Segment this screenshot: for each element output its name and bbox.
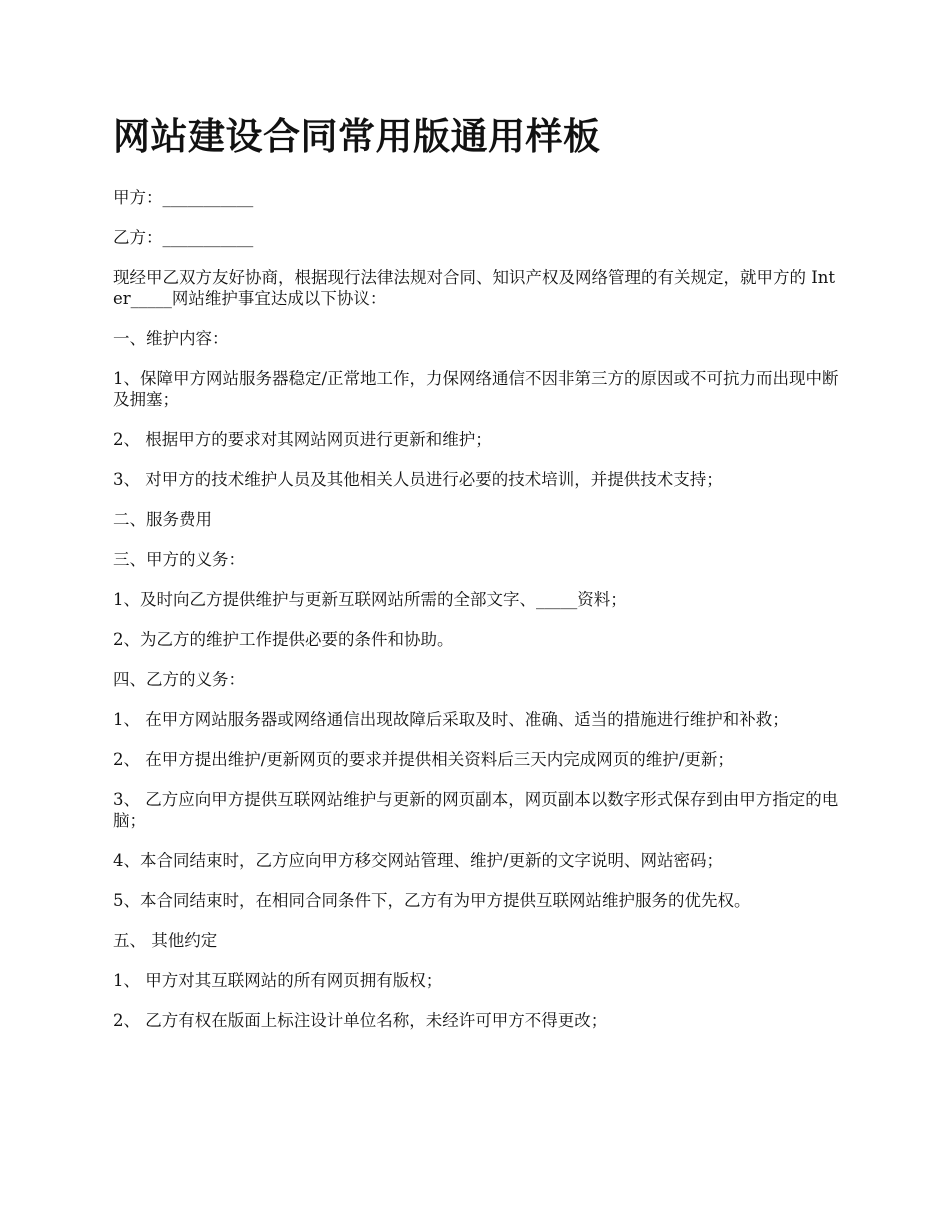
section-heading-maintenance: 一、维护内容： xyxy=(113,329,229,348)
clause-paragraph: 1、保障甲方网站服务器稳定/正常地工作，力保网络通信不因非第三方的原因或不可抗力而出现中断及拥塞； xyxy=(113,369,839,409)
clause-paragraph: 2、 根据甲方的要求对其网站网页进行更新和维护； xyxy=(113,430,492,449)
clause-paragraph: 2、为乙方的维护工作提供必要的条件和协助。 xyxy=(113,630,454,649)
clause-paragraph: 3、 乙方应向甲方提供互联网站维护与更新的网页副本，网页副本以数字形式保存到由甲方指定的电脑； xyxy=(113,790,839,830)
clause-paragraph: 1、 甲方对其互联网站的所有网页拥有版权； xyxy=(113,971,443,990)
section-heading-other: 五、 其他约定 xyxy=(113,931,218,950)
section-heading-party-a-duties: 三、甲方的义务： xyxy=(113,550,245,569)
document-title: 网站建设合同常用版通用样板 xyxy=(113,114,601,158)
section-heading-fees: 二、服务费用 xyxy=(113,510,212,529)
party-a-line: 甲方：___________ xyxy=(113,188,254,207)
preamble-paragraph: 现经甲乙双方友好协商，根据现行法律法规对合同、知识产权及网络管理的有关规定，就甲方的 Inter_____网站维护事宜达成以下协议： xyxy=(113,268,836,308)
clause-paragraph: 1、 在甲方网站服务器或网络通信出现故障后采取及时、准确、适当的措施进行维护和补救； xyxy=(113,710,789,729)
section-heading-party-b-duties: 四、乙方的义务： xyxy=(113,670,245,689)
clause-paragraph: 2、 在甲方提出维护/更新网页的要求并提供相关资料后三天内完成网页的维护/更新； xyxy=(113,750,734,769)
party-b-line: 乙方：___________ xyxy=(113,228,254,247)
document-page xyxy=(113,110,843,1050)
clause-paragraph: 1、及时向乙方提供维护与更新互联网站所需的全部文字、_____资料； xyxy=(113,590,627,609)
clause-paragraph: 3、 对甲方的技术维护人员及其他相关人员进行必要的技术培训，并提供技术支持； xyxy=(113,470,723,489)
clause-paragraph: 5、本合同结束时，在相同合同条件下，乙方有为甲方提供互联网站维护服务的优先权。 xyxy=(113,891,751,910)
clause-paragraph: 2、 乙方有权在版面上标注设计单位名称，未经许可甲方不得更改； xyxy=(113,1011,608,1030)
clause-paragraph: 4、本合同结束时，乙方应向甲方移交网站管理、维护/更新的文字说明、网站密码； xyxy=(113,851,724,870)
